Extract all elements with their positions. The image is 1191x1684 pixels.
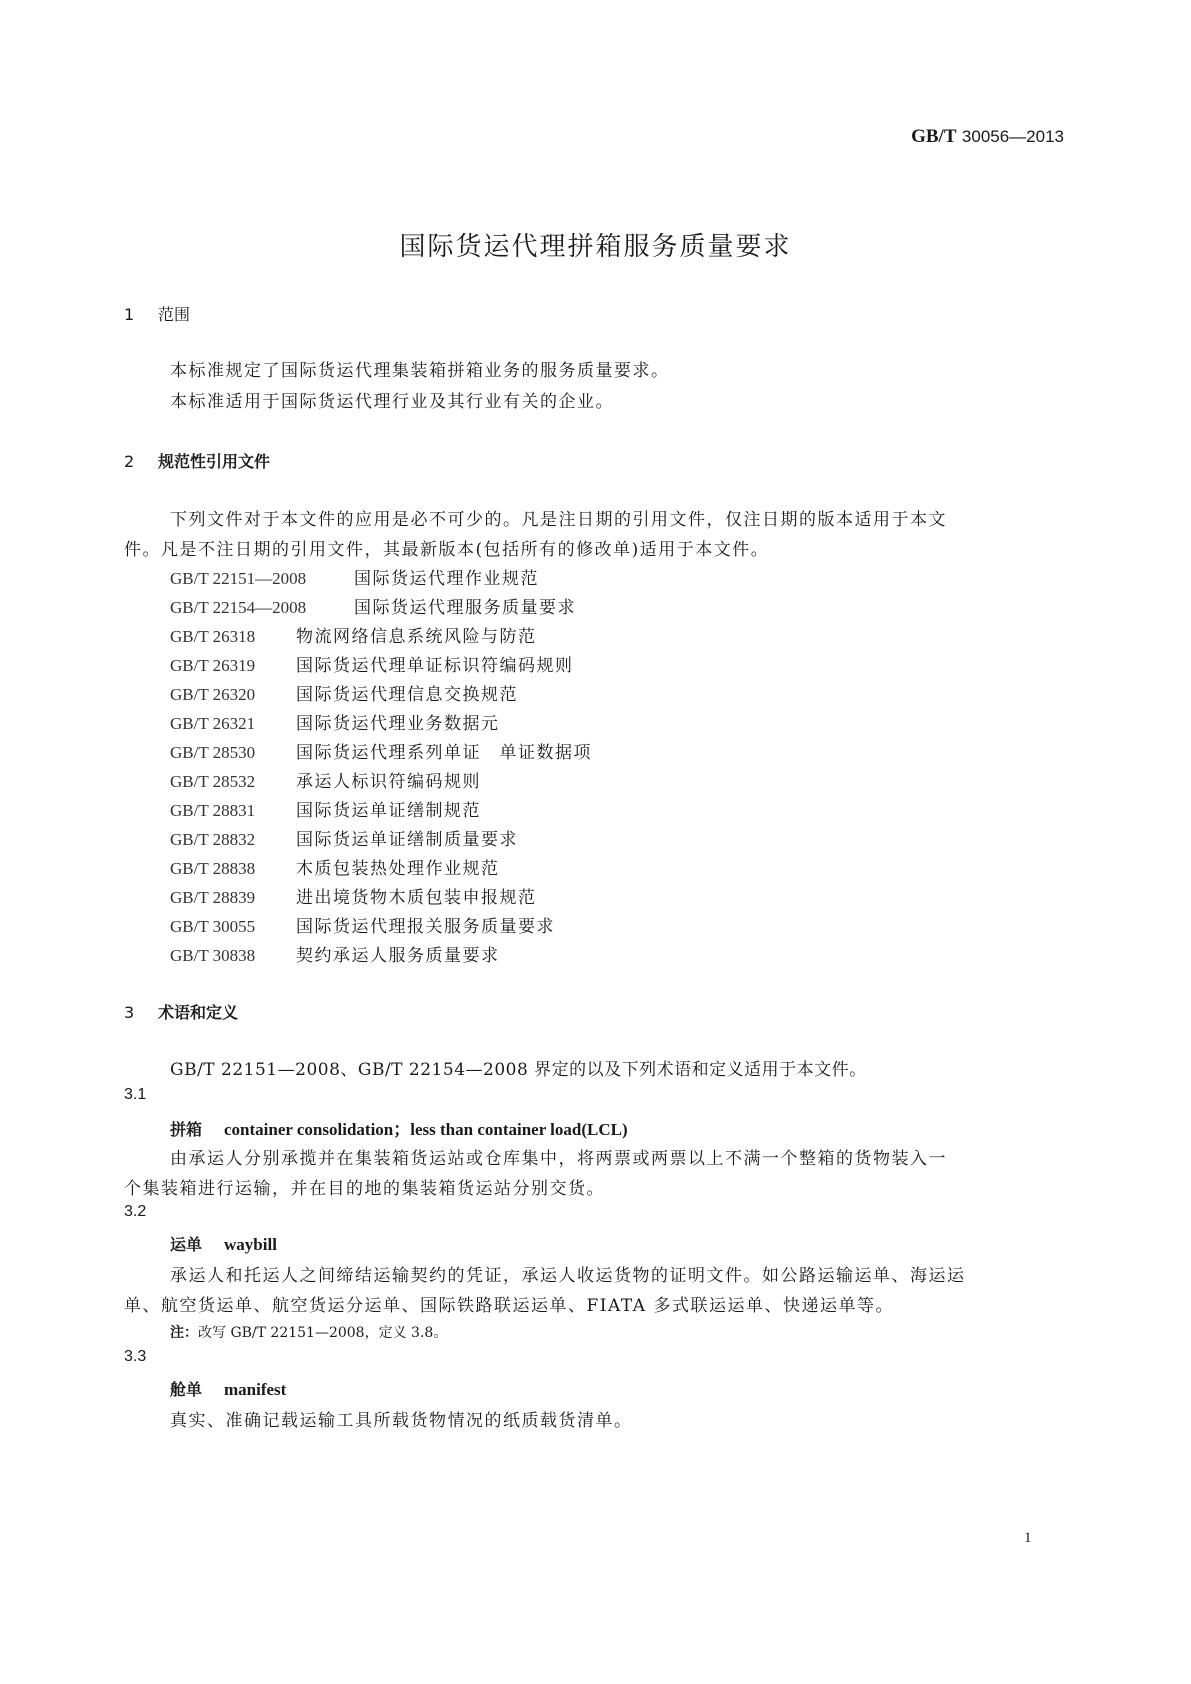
term-definition: 由承运人分别承揽并在集装箱货运站或仓库集中，将两票或两票以上不满一个整箱的货物装入一	[170, 1149, 947, 1169]
section-3-heading	[124, 1000, 238, 1023]
paragraph: 本标准适用于国际货运代理行业及其行业有关的企业。	[170, 392, 614, 412]
term-en: container consolidation；less than container load(LCL)	[224, 1120, 628, 1139]
reference-item: GB/T 28530 国际货运代理系列单证 单证数据项	[170, 743, 592, 763]
standard-code	[0, 126, 1064, 148]
term-heading	[170, 1377, 286, 1400]
paragraph: 件。凡是不注日期的引用文件，其最新版本(包括所有的修改单)适用于本文件。	[124, 540, 770, 560]
standard-number: 30056—2013	[961, 127, 1064, 146]
reference-item: GB/T 26319 国际货运代理单证标识符编码规则	[170, 656, 574, 676]
term-en: waybill	[224, 1235, 277, 1254]
reference-item: GB/T 26318 物流网络信息系统风险与防范	[170, 627, 537, 647]
reference-item: GB/T 28832 国际货运单证缮制质量要求	[170, 830, 518, 850]
paragraph: GB/T 22151—2008、GB/T 22154—2008 界定的以及下列术语和定义适用于本文件。	[170, 1060, 867, 1080]
term-en: manifest	[224, 1380, 287, 1399]
reference-item: GB/T 30055 国际货运代理报关服务质量要求	[170, 917, 555, 937]
reference-item: GB/T 28838 木质包装热处理作业规范	[170, 859, 500, 879]
term-number: 3.3	[124, 1348, 147, 1365]
page-number: 1	[1024, 1530, 1032, 1546]
term-zh: 拼箱	[170, 1120, 203, 1139]
term-heading	[170, 1232, 277, 1255]
term-zh: 舱单	[170, 1380, 203, 1399]
section-number: 1	[124, 305, 135, 324]
term-definition: 真实、准确记载运输工具所载货物情况的纸质载货清单。	[170, 1411, 633, 1431]
reference-item: GB/T 30838 契约承运人服务质量要求	[170, 946, 500, 966]
section-1-heading	[124, 302, 190, 325]
reference-item: GB/T 28839 进出境货物木质包装申报规范	[170, 888, 537, 908]
reference-item: GB/T 22151—2008 国际货运代理作业规范	[170, 569, 539, 589]
term-definition: 个集装箱进行运输，并在目的地的集装箱货运站分别交货。	[124, 1179, 605, 1199]
standard-prefix: GB/T	[911, 126, 957, 147]
section-number: 3	[124, 1003, 135, 1022]
term-definition: 单、航空货运单、航空货运分运单、国际铁路联运运单、FIATA 多式联运运单、快递运单等。	[124, 1296, 894, 1316]
term-definition: 承运人和托运人之间缔结运输契约的凭证，承运人收运货物的证明文件。如公路运输运单、海运运	[170, 1266, 966, 1286]
term-heading	[170, 1115, 628, 1140]
term-note	[170, 1322, 447, 1342]
section-title: 术语和定义	[158, 1003, 239, 1022]
section-title: 范围	[158, 305, 191, 324]
section-2-heading	[124, 449, 270, 472]
term-zh: 运单	[170, 1235, 203, 1254]
note-label: 注：	[170, 1325, 198, 1341]
reference-item: GB/T 26321 国际货运代理业务数据元	[170, 714, 500, 734]
reference-item: GB/T 28831 国际货运单证缮制规范	[170, 801, 481, 821]
paragraph: 本标准规定了国际货运代理集装箱拼箱业务的服务质量要求。	[170, 361, 670, 381]
reference-item: GB/T 22154—2008 国际货运代理服务质量要求	[170, 598, 576, 618]
paragraph: 下列文件对于本文件的应用是必不可少的。凡是注日期的引用文件，仅注日期的版本适用于本文	[170, 510, 947, 530]
reference-item: GB/T 28532 承运人标识符编码规则	[170, 772, 481, 792]
term-number: 3.1	[124, 1086, 147, 1103]
term-number: 3.2	[124, 1203, 147, 1220]
document-title: 国际货运代理拼箱服务质量要求	[399, 232, 792, 262]
section-title: 规范性引用文件	[158, 452, 271, 471]
section-number: 2	[124, 452, 135, 471]
note-text: 改写 GB/T 22151—2008，定义 3.8。	[198, 1325, 448, 1341]
reference-item: GB/T 26320 国际货运代理信息交换规范	[170, 685, 518, 705]
